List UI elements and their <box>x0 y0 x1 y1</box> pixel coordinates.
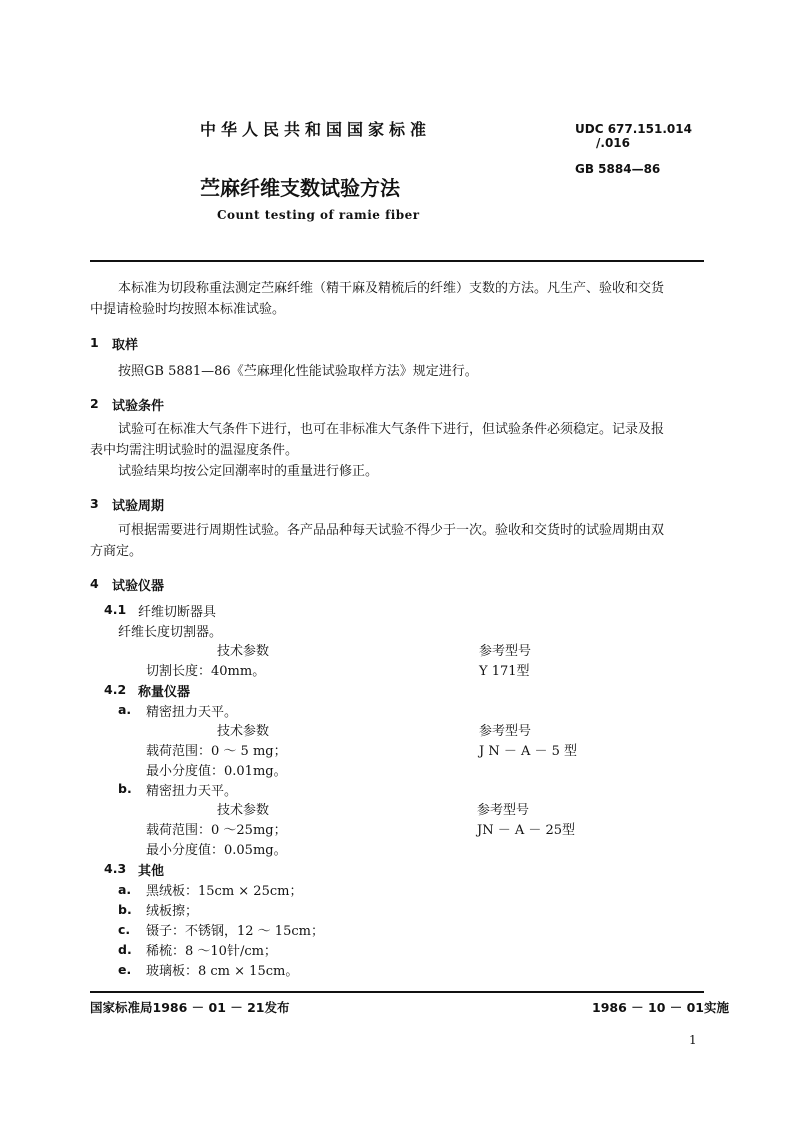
header-rule <box>90 260 704 262</box>
intro-paragraph-line1: 本标准为切段称重法测定苎麻纤维（精干麻及精梳后的纤维）支数的方法。凡生产、验收和交货 <box>118 281 665 296</box>
item-4-2-b-model-header: 参考型号 <box>477 803 530 818</box>
item-4-3-c-text: 镊子：不锈钢，12 ～ 15cm； <box>146 924 324 939</box>
section-4-1-desc: 纤维长度切割器。 <box>118 625 223 640</box>
item-4-3-a-label: a. <box>118 882 132 897</box>
section-1-title: 取样 <box>112 338 139 353</box>
section-4-1-param: 切割长度：40mm。 <box>146 664 266 679</box>
section-2-number: 2 <box>90 396 99 411</box>
item-4-3-e-label: e. <box>118 962 132 977</box>
intro-paragraph-line2: 中提请检验时均按照本标准试验。 <box>90 302 286 317</box>
item-4-2-a-model: J N － A － 5 型 <box>479 744 578 759</box>
section-2-title: 试验条件 <box>112 399 165 414</box>
issuing-authority: 中华人民共和国国家标准 <box>200 120 432 139</box>
item-4-2-b-name: 精密扭力天平。 <box>146 784 238 799</box>
item-4-2-b-param-header: 技术参数 <box>217 803 270 818</box>
section-4-2-title: 称量仪器 <box>138 685 191 700</box>
item-4-2-b-model: JN － A － 25型 <box>477 823 576 838</box>
item-4-2-a-param-header: 技术参数 <box>217 724 270 739</box>
section-4-1-model: Y 171型 <box>479 664 530 679</box>
udc-code: UDC 677.151.014 <box>575 122 692 136</box>
document-title: 苎麻纤维支数试验方法 <box>200 176 400 200</box>
section-4-1-model-header: 参考型号 <box>479 644 532 659</box>
item-4-3-a-text: 黑绒板：15cm × 25cm； <box>146 884 303 899</box>
section-4-title: 试验仪器 <box>112 579 165 594</box>
section-3-title: 试验周期 <box>112 499 165 514</box>
page-number: 1 <box>689 1033 697 1047</box>
item-4-3-b-text: 绒板擦； <box>146 904 199 919</box>
item-4-3-c-label: c. <box>118 922 131 937</box>
section-2-line1: 试验可在标准大气条件下进行，也可在非标准大气条件下进行，但试验条件必须稳定。记录及报 <box>118 422 665 437</box>
section-4-2-number: 4.2 <box>104 682 127 697</box>
section-1-number: 1 <box>90 335 99 350</box>
section-3-line2: 方商定。 <box>90 544 143 559</box>
item-4-2-a-name: 精密扭力天平。 <box>146 705 238 720</box>
item-4-2-b-range: 载荷范围：0 ～25mg； <box>146 823 287 838</box>
item-4-2-a-model-header: 参考型号 <box>479 724 532 739</box>
item-4-2-a-min: 最小分度值：0.01mg。 <box>146 764 287 779</box>
gb-number: GB 5884—86 <box>575 162 661 176</box>
section-1-text: 按照GB 5881—86《苎麻理化性能试验取样方法》规定进行。 <box>118 364 478 379</box>
item-4-3-d-text: 稀梳：8 ～10针/cm； <box>146 944 277 959</box>
section-4-3-number: 4.3 <box>104 861 127 876</box>
item-4-2-b-label: b. <box>118 781 132 796</box>
document-title-english: Count testing of ramie fiber <box>217 208 420 222</box>
item-4-2-a-label: a. <box>118 702 132 717</box>
footer-rule <box>90 991 704 993</box>
item-4-2-b-min: 最小分度值：0.05mg。 <box>146 843 287 858</box>
udc-code-cont: /.016 <box>596 136 630 150</box>
section-3-line1: 可根据需要进行周期性试验。各产品品种每天试验不得少于一次。验收和交货时的试验周期由双 <box>118 523 665 538</box>
item-4-3-d-label: d. <box>118 942 132 957</box>
section-4-1-title: 纤维切断器具 <box>138 605 217 620</box>
section-4-number: 4 <box>90 576 99 591</box>
section-2-line2: 表中均需注明试验时的温湿度条件。 <box>90 443 299 458</box>
section-4-1-param-header: 技术参数 <box>217 644 270 659</box>
issue-date: 国家标准局1986 － 01 － 21发布 <box>90 1000 290 1015</box>
item-4-3-b-label: b. <box>118 902 132 917</box>
effective-date: 1986 － 10 － 01实施 <box>592 1000 729 1015</box>
item-4-2-a-range: 载荷范围：0 ～ 5 mg； <box>146 744 287 759</box>
section-4-3-title: 其他 <box>138 864 165 879</box>
section-4-1-number: 4.1 <box>104 602 127 617</box>
section-2-line3: 试验结果均按公定回潮率时的重量进行修正。 <box>118 464 379 479</box>
section-3-number: 3 <box>90 496 99 511</box>
item-4-3-e-text: 玻璃板：8 cm × 15cm。 <box>146 964 299 979</box>
